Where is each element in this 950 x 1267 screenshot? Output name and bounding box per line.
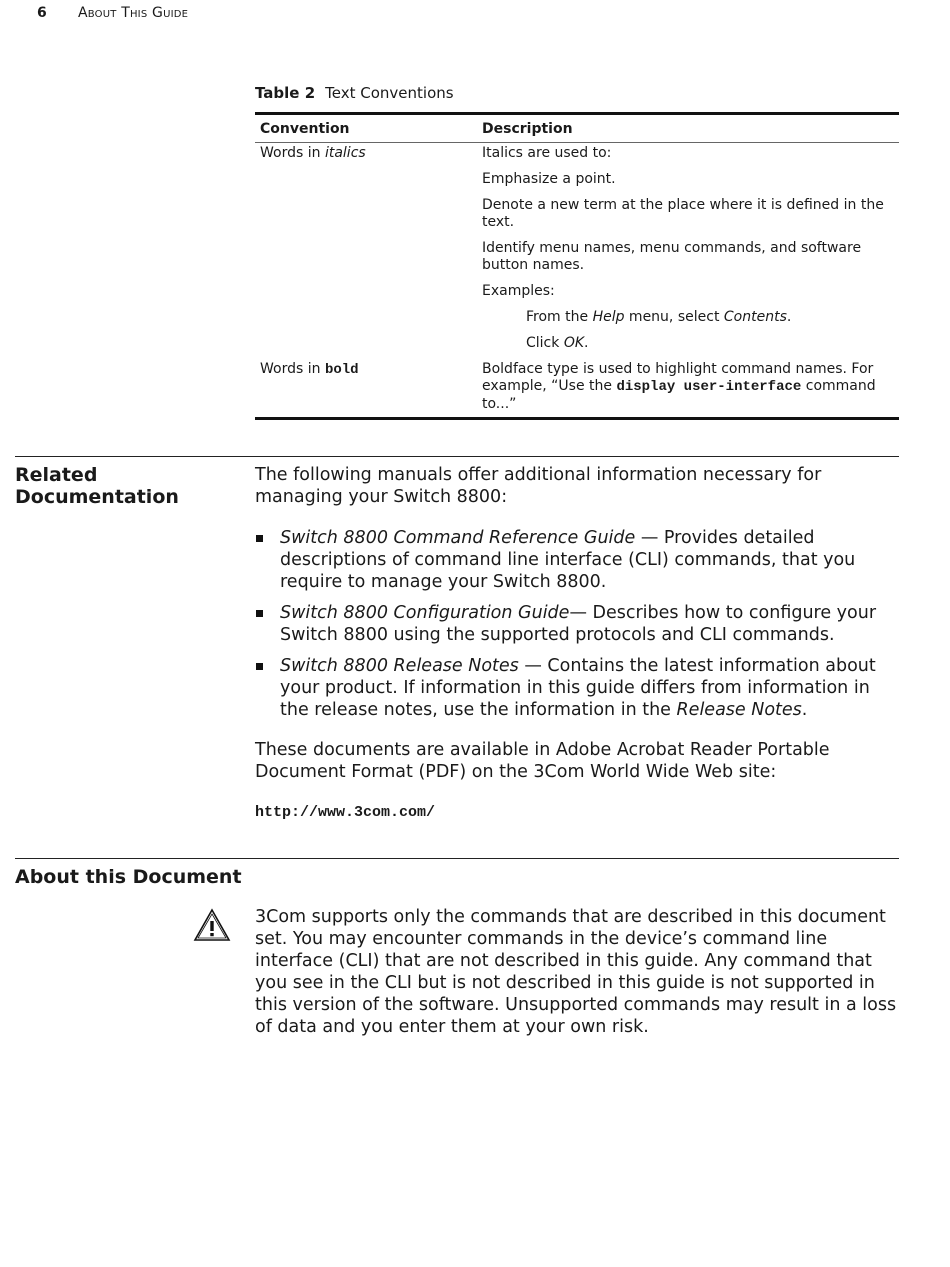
manual-title: Switch 8800 Configuration Guide bbox=[280, 603, 570, 623]
table-caption-title: Text Conventions bbox=[325, 84, 454, 102]
manual-description: — Describes how to configure your Switch 8800 using the supported protocols and CLI commands. bbox=[280, 603, 877, 645]
convention-cell bbox=[255, 145, 482, 361]
convention-styled: italics bbox=[324, 145, 366, 161]
desc-line: Italics are used to: bbox=[482, 145, 612, 161]
desc-line: Identify menu names, menu commands, and software button names. bbox=[482, 240, 862, 273]
example-button: OK bbox=[563, 335, 585, 351]
manual-description: — Contains the latest information about your product. If information in this guide differs from information in the release notes, use the information in the bbox=[280, 656, 876, 720]
desc-line: Emphasize a point. bbox=[482, 171, 616, 187]
related-intro bbox=[255, 464, 899, 508]
table-row-italics bbox=[255, 143, 899, 361]
desc-code: display user-interface bbox=[616, 379, 802, 395]
description-cell bbox=[482, 145, 899, 361]
bullet-square-icon bbox=[256, 610, 263, 617]
section-divider bbox=[15, 456, 899, 457]
example-text: menu, select bbox=[624, 309, 724, 325]
availability-text: These documents are available in Adobe Acrobat Reader Portable Document Format (PDF) on the 3Com World Wide Web site: bbox=[255, 740, 830, 782]
list-item bbox=[255, 527, 899, 593]
manual-title: Switch 8800 Release Notes bbox=[280, 656, 519, 676]
convention-prefix: Words in bbox=[260, 361, 325, 377]
bullet-square-icon bbox=[256, 535, 263, 542]
example-line bbox=[482, 309, 899, 326]
section-divider bbox=[15, 858, 899, 859]
table-caption-label: Table 2 bbox=[255, 84, 316, 102]
convention-cell bbox=[255, 361, 482, 413]
manual-title: Switch 8800 Command Reference Guide bbox=[280, 528, 636, 548]
description-cell bbox=[482, 361, 899, 413]
table-row-bold bbox=[255, 361, 899, 413]
section-title-about-this-document: About this Document bbox=[15, 866, 242, 888]
desc-line: Examples: bbox=[482, 283, 555, 299]
related-manuals-list bbox=[255, 527, 899, 730]
page-number: 6 bbox=[37, 5, 47, 21]
desc-text: Boldface type is used to highlight command names. For example, “Use the bbox=[482, 361, 874, 394]
table-bottom-rule bbox=[255, 417, 899, 420]
manual-description: . bbox=[801, 700, 808, 720]
example-text: . bbox=[786, 309, 792, 325]
convention-styled: bold bbox=[324, 362, 359, 378]
desc-text: command to...” bbox=[482, 378, 876, 412]
list-item bbox=[255, 655, 899, 721]
manual-reference: Release Notes bbox=[676, 700, 802, 720]
section-title-related-documentation bbox=[15, 464, 179, 508]
running-title: About This Guide bbox=[78, 5, 189, 21]
warning-triangle-icon bbox=[193, 908, 231, 942]
section-title-line: Related bbox=[15, 464, 98, 486]
example-command: Contents bbox=[723, 309, 787, 325]
conventions-table bbox=[255, 112, 899, 420]
desc-line: Denote a new term at the place where it is defined in the text. bbox=[482, 197, 884, 230]
section-title-line: Documentation bbox=[15, 486, 179, 508]
list-item bbox=[255, 602, 899, 646]
intro-paragraph: The following manuals offer additional information necessary for managing your Switch 8800: bbox=[255, 465, 822, 507]
warning-note bbox=[255, 906, 899, 1038]
example-menu: Help bbox=[592, 309, 625, 325]
example-line bbox=[482, 335, 899, 352]
table-header-row bbox=[255, 115, 899, 143]
example-text: Click bbox=[526, 335, 564, 351]
column-header-convention: Convention bbox=[260, 121, 350, 137]
column-header-description: Description bbox=[482, 121, 573, 137]
availability-paragraph bbox=[255, 739, 899, 783]
manual-description: — Provides detailed descriptions of command line interface (CLI) commands, that you require to manage your Switch 8800. bbox=[280, 528, 856, 592]
bullet-square-icon bbox=[256, 663, 263, 670]
convention-prefix: Words in bbox=[260, 145, 325, 161]
example-text: . bbox=[584, 335, 589, 351]
website-url[interactable]: http://www.3com.com/ bbox=[255, 804, 436, 821]
example-text: From the bbox=[526, 309, 593, 325]
warning-text: 3Com supports only the commands that are described in this document set. You may encounter commands in the device’s command line interface (CLI) that are not described in this guide. Any command that you see in the CLI but is not described in this guide is not supported in this version of the software. Unsupported commands may result in a loss of data and you enter them at your own risk. bbox=[255, 907, 897, 1037]
table-caption bbox=[255, 84, 454, 102]
